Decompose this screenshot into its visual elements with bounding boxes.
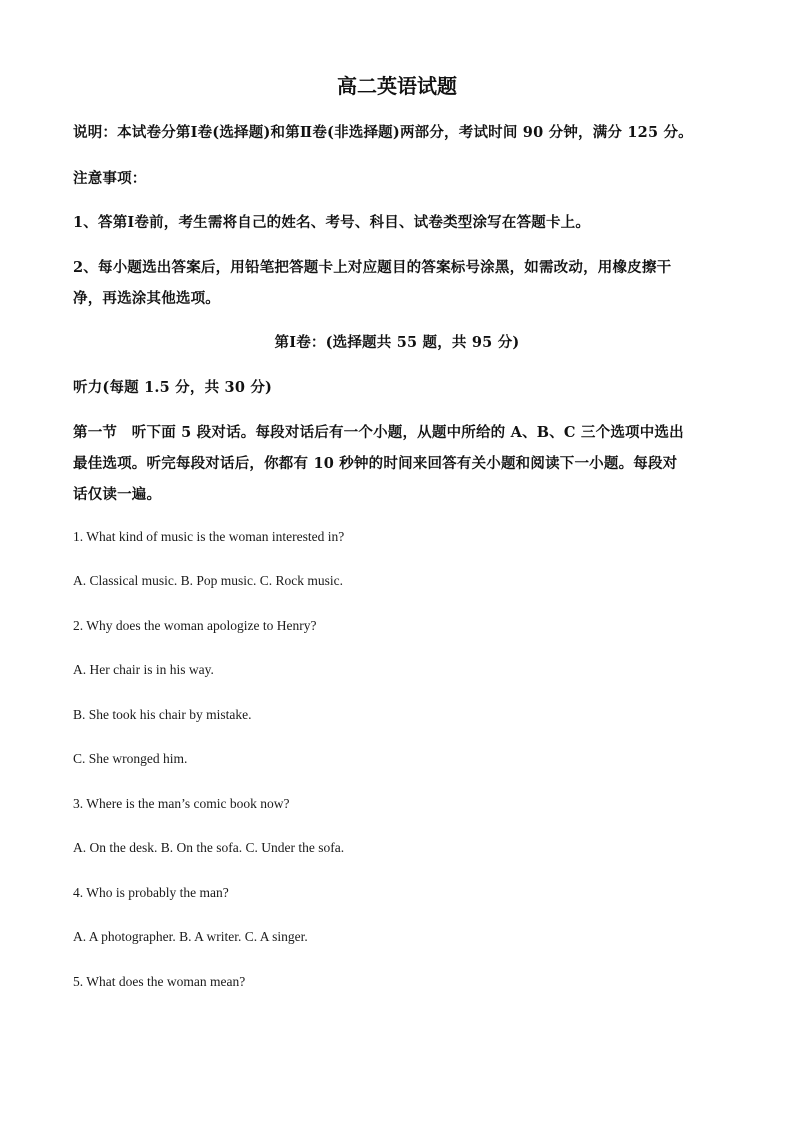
section1-instructions-line-2: 最佳选项。听完每段对话后，你都有 10 秒钟的时间来回答有关小题和阅读下一小题。每段对 bbox=[73, 455, 678, 472]
note-1: 1、答第Ⅰ卷前，考生需将自己的姓名、考号、科目、试卷类型涂写在答题卡上。 bbox=[73, 214, 591, 231]
listening-heading: 听力(每题 1.5 分，共 30 分) bbox=[73, 379, 273, 396]
part1-heading: 第Ⅰ卷：(选择题共 55 题，共 95 分) bbox=[274, 334, 520, 351]
question-1-options: A. Classical music. B. Pop music. C. Rock music. bbox=[73, 573, 343, 588]
question-1: 1. What kind of music is the woman interested in? bbox=[73, 529, 345, 544]
question-3: 3. Where is the man’s comic book now? bbox=[73, 796, 290, 811]
section1-instructions-line-1: 第一节 听下面 5 段对话。每段对话后有一个小题，从题中所给的 A、B、C 三个选项中选出 bbox=[73, 424, 684, 441]
question-5: 5. What does the woman mean? bbox=[73, 974, 246, 989]
exam-description: 说明：本试卷分第Ⅰ卷(选择题)和第Ⅱ卷(非选择题)两部分，考试时间 90 分钟，满分 125 分。 bbox=[73, 124, 693, 141]
question-2: 2. Why does the woman apologize to Henry? bbox=[73, 618, 317, 633]
note-2-line-2: 净，再选涂其他选项。 bbox=[73, 290, 220, 307]
question-4-options: A. A photographer. B. A writer. C. A singer. bbox=[73, 929, 308, 944]
page-title: 高二英语试题 bbox=[337, 74, 457, 98]
section1-instructions-line-3: 话仅读一遍。 bbox=[73, 486, 162, 503]
notes-heading: 注意事项： bbox=[73, 170, 147, 187]
question-2-option-c: C. She wronged him. bbox=[73, 751, 188, 766]
note-2-line-1: 2、每小题选出答案后，用铅笔把答题卡上对应题目的答案标号涂黑，如需改动，用橡皮擦干 bbox=[73, 259, 672, 276]
question-2-option-b: B. She took his chair by mistake. bbox=[73, 707, 252, 722]
question-4: 4. Who is probably the man? bbox=[73, 885, 229, 900]
question-2-option-a: A. Her chair is in his way. bbox=[73, 662, 214, 677]
question-3-options: A. On the desk. B. On the sofa. C. Under the sofa. bbox=[73, 840, 345, 855]
